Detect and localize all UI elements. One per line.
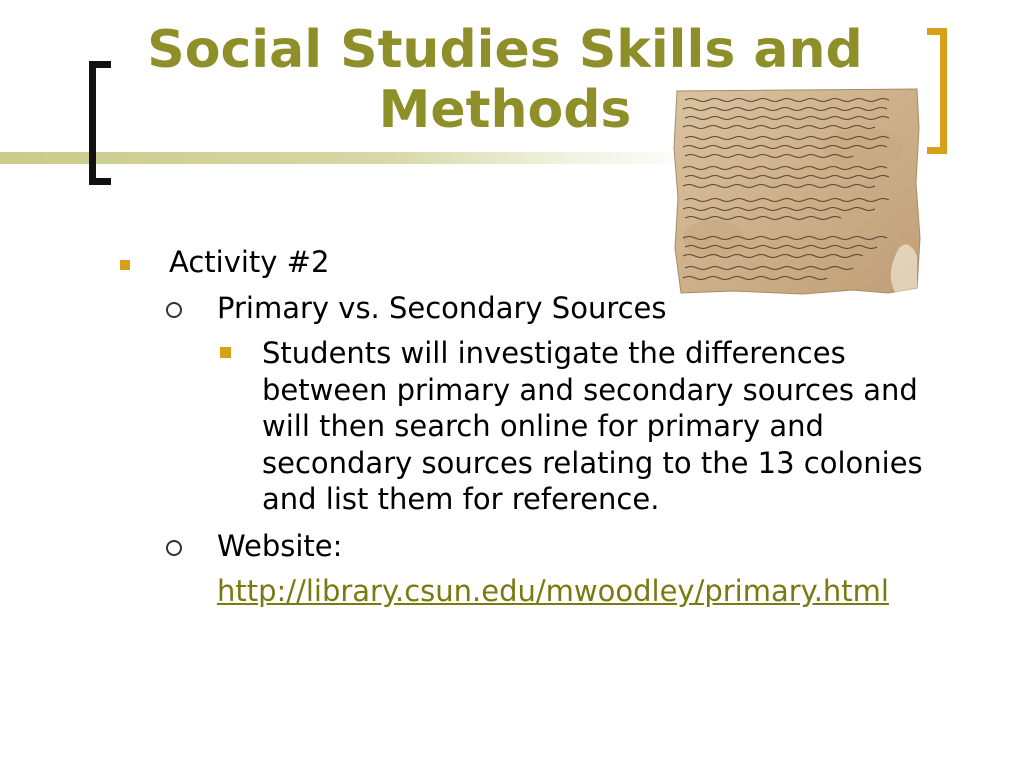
hollow-circle-bullet-icon [166,302,182,318]
hollow-circle-bullet-icon [166,540,182,556]
website-link[interactable]: http://library.csun.edu/mwoodley/primary.html [217,574,889,608]
activity-description: Students will investigate the differences between primary and secondary sources and will then search online for primary and secondary sources relating to the 13 colonies and list them for reference. [262,336,923,516]
square-bullet-icon [120,260,130,270]
activity-heading: Activity #2 [169,245,330,279]
primary-vs-secondary-heading: Primary vs. Secondary Sources [217,291,667,325]
website-label: Website: [217,529,343,563]
square-bullet-icon [220,347,231,358]
slide-title: Social Studies Skills and Methods [147,20,863,140]
